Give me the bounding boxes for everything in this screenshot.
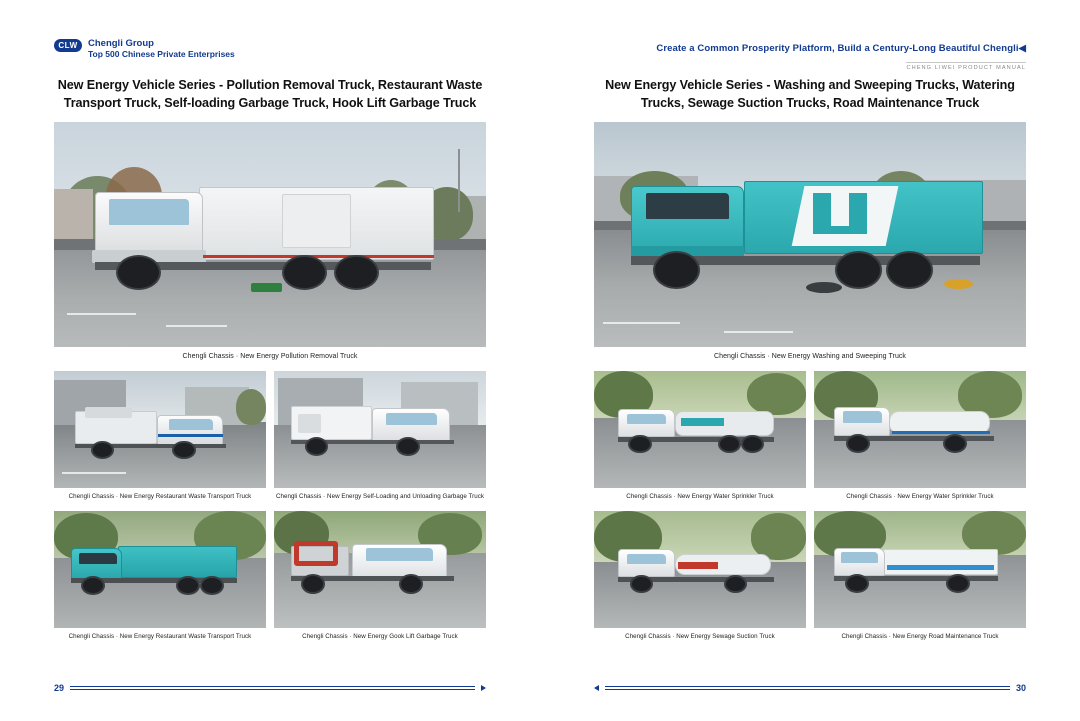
figure-caption: Chengli Chassis · New Energy Road Maintenance Truck: [841, 632, 999, 640]
figure-cell: [54, 371, 266, 500]
page-title: New Energy Vehicle Series - Washing and Sweeping Trucks, Watering Trucks, Sewage Suction Trucks, Road Maintenance Truck: [605, 78, 1015, 110]
photo-hook-lift-garbage-truck: [274, 511, 486, 628]
figure-caption: Chengli Chassis · New Energy Restaurant Waste Transport Truck: [68, 492, 252, 500]
figure-cell: [274, 371, 486, 500]
figure-caption: Chengli Chassis · New Energy Water Sprinkler Truck: [846, 492, 994, 500]
photo-water-sprinkler-truck-2: [814, 371, 1026, 488]
photo-washing-sweeping-truck: [594, 122, 1026, 347]
photo-self-loading-garbage-truck: [274, 371, 486, 488]
figure-cell: [274, 511, 486, 640]
footer-rule: [605, 686, 1010, 690]
figure-row-2: [54, 511, 486, 640]
photo-pollution-removal-truck: [54, 122, 486, 347]
figure-cell: [54, 511, 266, 640]
figure-caption: Chengli Chassis · New Energy Self-Loading and Unloading Garbage Truck: [275, 492, 485, 500]
photo-restaurant-waste-truck-2: [54, 511, 266, 628]
chengli-logo-icon: CLW: [54, 39, 82, 52]
tagline-row: [594, 38, 1026, 56]
photo-restaurant-waste-truck-1: [54, 371, 266, 488]
figure-caption: Chengli Chassis · New Energy Restaurant Waste Transport Truck: [68, 632, 252, 640]
left-page-footer: [54, 683, 486, 693]
figure-cell: [814, 511, 1026, 640]
footer-arrow-icon: [594, 685, 599, 691]
figure-caption: Chengli Chassis · New Energy Water Sprinkler Truck: [626, 492, 774, 500]
brand-block: [88, 38, 235, 59]
hero-figure: [594, 122, 1026, 360]
page-title: New Energy Vehicle Series - Pollution Removal Truck, Restaurant Waste Transport Truck, Self-loading Garbage Truck, Hook Lift Garbage Truck: [57, 78, 483, 110]
figure-row-1: [594, 371, 1026, 500]
figure-cell: [594, 511, 806, 640]
right-page: [540, 0, 1080, 721]
photo-sewage-suction-truck: [594, 511, 806, 628]
brand-name: Chengli Group: [88, 38, 154, 49]
figure-row-1: [54, 371, 486, 500]
right-page-footer: [594, 683, 1026, 693]
tagline-arrow-icon: ◀: [1018, 43, 1026, 54]
hero-caption: Chengli Chassis · New Energy Washing and Sweeping Truck: [714, 352, 906, 360]
brand-subtitle: Top 500 Chinese Private Enterprises: [88, 49, 235, 60]
photo-road-maintenance-truck: [814, 511, 1026, 628]
hero-caption: Chengli Chassis · New Energy Pollution Removal Truck: [182, 352, 358, 360]
page-number: 29: [54, 683, 65, 693]
figure-caption: Chengli Chassis · New Energy Sewage Suction Truck: [625, 632, 775, 640]
left-page-header: [54, 38, 486, 64]
manual-label: CHENG LIWEI PRODUCT MANUAL: [906, 62, 1026, 71]
figure-cell: [814, 371, 1026, 500]
tagline: Create a Common Prosperity Platform, Build a Century-Long Beautiful Chengli: [656, 43, 1019, 54]
footer-rule: [70, 686, 475, 690]
hero-figure: [54, 122, 486, 360]
figure-caption: Chengli Chassis · New Energy Gook Lift Garbage Truck: [302, 632, 458, 640]
right-page-header: [594, 38, 1026, 71]
footer-arrow-icon: [481, 685, 486, 691]
page-number: 30: [1015, 683, 1026, 693]
figure-cell: [594, 371, 806, 500]
figure-row-2: [594, 511, 1026, 640]
photo-water-sprinkler-truck-1: [594, 371, 806, 488]
